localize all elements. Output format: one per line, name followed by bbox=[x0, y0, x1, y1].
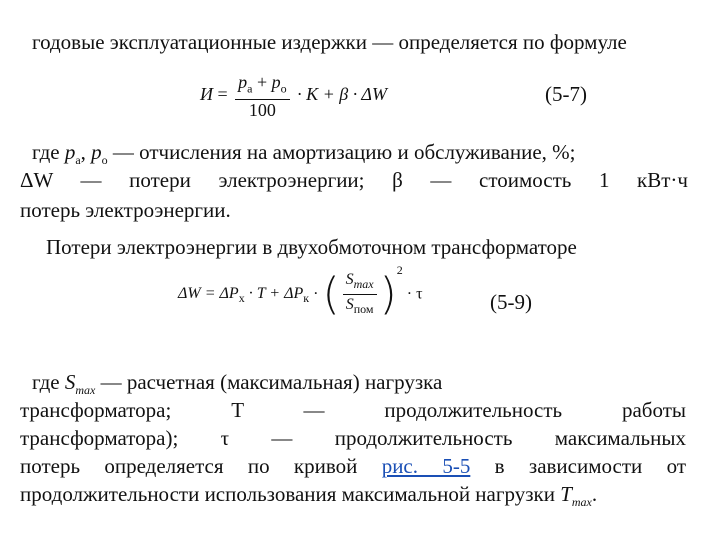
formula2-fraction bbox=[343, 270, 377, 319]
def1-sep: , bbox=[80, 140, 92, 164]
def1-line3: потерь электроэнергии. bbox=[20, 198, 231, 222]
formula1-po: p bbox=[271, 72, 281, 92]
def2-t-sub: max bbox=[571, 495, 592, 510]
def2-line2: трансформатора; T — продолжительность работы bbox=[20, 398, 686, 422]
def2-s: S bbox=[64, 370, 76, 394]
formula1-pa-sub: а bbox=[247, 81, 253, 96]
def2-line4 bbox=[20, 454, 686, 478]
formula1-po-sub: о bbox=[280, 81, 287, 96]
formula1-plus: + bbox=[256, 72, 268, 92]
formula2-numerator: $S_{max}$ bbox=[343, 270, 377, 295]
def2-line4-b: в зависимости от bbox=[470, 454, 686, 478]
formula2-denominator: $S_{пом}$ bbox=[345, 296, 374, 317]
def1-pa-sub: а bbox=[75, 153, 81, 168]
intro-line: годовые эксплуатационные издержки — определяется по формуле bbox=[32, 30, 627, 54]
def1-pa: p bbox=[64, 140, 76, 164]
formula1-fraction bbox=[235, 72, 289, 120]
def1-prefix: где bbox=[32, 140, 65, 164]
formula1-lhs: И bbox=[200, 83, 213, 104]
formula1-tail: · K + β · ΔW bbox=[297, 83, 387, 104]
def2-prefix: где bbox=[32, 370, 65, 394]
def1-rest: — отчисления на амортизацию и обслуживание, %; bbox=[107, 140, 576, 164]
def1-line2: ΔW — потери электроэнергии; β — стоимость 1 кВт·ч bbox=[20, 168, 688, 192]
def2-line4-a: потерь определяется по кривой bbox=[20, 454, 382, 478]
def2-s-sub: max bbox=[75, 383, 96, 398]
def2-line3: трансформатора); τ — продолжительность максимальных bbox=[20, 426, 686, 450]
formula-number-5-7: (5-7) bbox=[545, 82, 587, 106]
formula1-denominator: 100 bbox=[248, 99, 276, 120]
formula2-power: 2 bbox=[396, 263, 403, 278]
formula1-pa: p bbox=[238, 72, 248, 92]
formula-5-7 bbox=[200, 72, 387, 120]
figure-link[interactable]: рис. 5-5 bbox=[381, 454, 471, 478]
def2-end: . bbox=[591, 482, 598, 506]
section-heading: Потери электроэнергии в двухобмоточном трансформаторе bbox=[46, 235, 577, 259]
formula2-lhs: $\Delta W = \Delta P_х$ bbox=[178, 285, 245, 306]
formula2-right-paren: ) bbox=[379, 268, 397, 320]
def2-line5-a: продолжительности использования максимальной нагрузки bbox=[20, 482, 561, 506]
formula1-eq: = bbox=[217, 83, 228, 104]
def2-rest: — расчетная (максимальная) нагрузка bbox=[95, 370, 443, 394]
def1-po: p bbox=[91, 140, 102, 164]
formula-number-5-9: (5-9) bbox=[490, 290, 532, 314]
def2-t: T bbox=[560, 482, 572, 506]
def1-po-sub: о bbox=[101, 153, 108, 168]
formula2-dot: · bbox=[309, 285, 319, 303]
formula1-numerator bbox=[235, 72, 289, 100]
formula-5-9 bbox=[178, 263, 423, 320]
def2-line5 bbox=[20, 482, 597, 514]
formula2-left-paren: ( bbox=[322, 268, 340, 320]
formula2-mid: · $T + \Delta P_к$ bbox=[244, 285, 310, 306]
formula2-tail: · τ bbox=[406, 285, 423, 303]
